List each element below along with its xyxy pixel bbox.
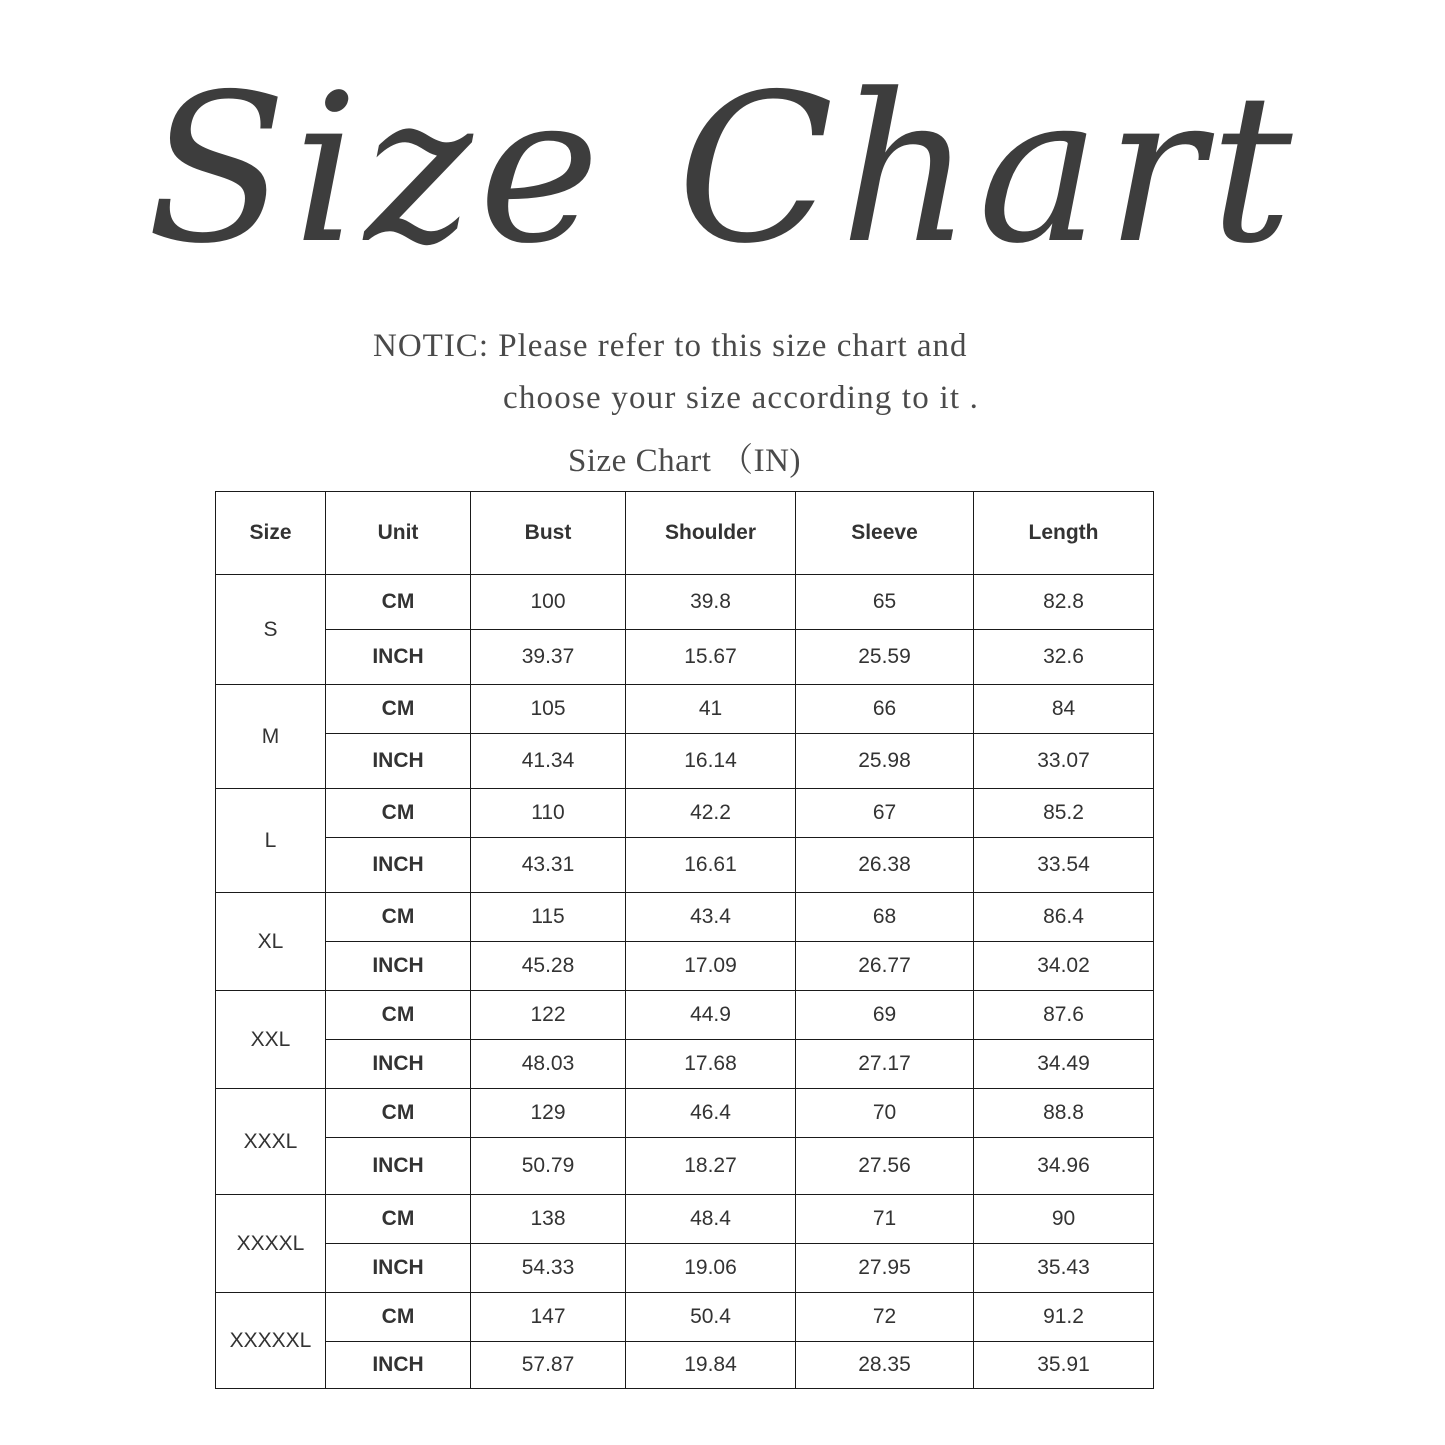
- notice-line-1: NOTIC: Please refer to this size chart and: [373, 328, 968, 364]
- sleeve-value: 70: [796, 1089, 974, 1138]
- bust-value: 48.03: [471, 1040, 626, 1089]
- unit-label: CM: [326, 1089, 471, 1138]
- bust-value: 39.37: [471, 630, 626, 685]
- bust-value: 50.79: [471, 1138, 626, 1195]
- sleeve-value: 26.77: [796, 942, 974, 991]
- unit-label: CM: [326, 893, 471, 942]
- page-title: Size Chart: [146, 51, 1299, 289]
- bust-value: 147: [471, 1293, 626, 1342]
- length-value: 91.2: [974, 1293, 1154, 1342]
- table-row: [216, 630, 1154, 685]
- length-value: 34.96: [974, 1138, 1154, 1195]
- sleeve-value: 67: [796, 789, 974, 838]
- table-row: [216, 789, 1154, 838]
- length-value: 34.02: [974, 942, 1154, 991]
- sleeve-value: 69: [796, 991, 974, 1040]
- size-label: L: [216, 789, 326, 893]
- bust-value: 43.31: [471, 838, 626, 893]
- shoulder-value: 17.09: [626, 942, 796, 991]
- unit-label: CM: [326, 1293, 471, 1342]
- bust-value: 45.28: [471, 942, 626, 991]
- unit-label: CM: [326, 991, 471, 1040]
- size-table: [215, 491, 1154, 1389]
- length-value: 34.49: [974, 1040, 1154, 1089]
- table-row: [216, 1293, 1154, 1342]
- length-value: 84: [974, 685, 1154, 734]
- unit-label: INCH: [326, 1040, 471, 1089]
- shoulder-value: 42.2: [626, 789, 796, 838]
- length-value: 86.4: [974, 893, 1154, 942]
- sleeve-value: 65: [796, 575, 974, 630]
- sleeve-value: 66: [796, 685, 974, 734]
- shoulder-value: 44.9: [626, 991, 796, 1040]
- unit-label: INCH: [326, 1342, 471, 1389]
- bust-value: 115: [471, 893, 626, 942]
- unit-label: INCH: [326, 1138, 471, 1195]
- length-value: 33.54: [974, 838, 1154, 893]
- size-label: XL: [216, 893, 326, 991]
- bust-value: 138: [471, 1195, 626, 1244]
- table-subtitle: Size Chart （IN): [568, 443, 801, 479]
- size-label: M: [216, 685, 326, 789]
- table-row: [216, 893, 1154, 942]
- header-bust: Bust: [471, 492, 626, 575]
- bust-value: 129: [471, 1089, 626, 1138]
- table-row: [216, 1244, 1154, 1293]
- table-row: [216, 991, 1154, 1040]
- bust-value: 100: [471, 575, 626, 630]
- header-sleeve: Sleeve: [796, 492, 974, 575]
- header-length: Length: [974, 492, 1154, 575]
- sleeve-value: 28.35: [796, 1342, 974, 1389]
- shoulder-value: 48.4: [626, 1195, 796, 1244]
- shoulder-value: 15.67: [626, 630, 796, 685]
- shoulder-value: 39.8: [626, 575, 796, 630]
- sleeve-value: 68: [796, 893, 974, 942]
- bust-value: 110: [471, 789, 626, 838]
- length-value: 85.2: [974, 789, 1154, 838]
- shoulder-value: 43.4: [626, 893, 796, 942]
- bust-value: 122: [471, 991, 626, 1040]
- sleeve-value: 27.95: [796, 1244, 974, 1293]
- bust-value: 57.87: [471, 1342, 626, 1389]
- unit-label: INCH: [326, 1244, 471, 1293]
- bust-value: 54.33: [471, 1244, 626, 1293]
- table-row: [216, 1040, 1154, 1089]
- length-value: 88.8: [974, 1089, 1154, 1138]
- size-label: XXXXL: [216, 1195, 326, 1293]
- table-body: [216, 575, 1154, 1389]
- bust-value: 105: [471, 685, 626, 734]
- shoulder-value: 19.84: [626, 1342, 796, 1389]
- unit-label: CM: [326, 685, 471, 734]
- header-shoulder: Shoulder: [626, 492, 796, 575]
- sleeve-value: 27.56: [796, 1138, 974, 1195]
- sleeve-value: 71: [796, 1195, 974, 1244]
- length-value: 82.8: [974, 575, 1154, 630]
- shoulder-value: 17.68: [626, 1040, 796, 1089]
- shoulder-value: 18.27: [626, 1138, 796, 1195]
- unit-label: INCH: [326, 838, 471, 893]
- unit-label: CM: [326, 1195, 471, 1244]
- table-row: [216, 1342, 1154, 1389]
- length-value: 90: [974, 1195, 1154, 1244]
- length-value: 32.6: [974, 630, 1154, 685]
- shoulder-value: 16.14: [626, 734, 796, 789]
- unit-label: INCH: [326, 630, 471, 685]
- sleeve-value: 25.59: [796, 630, 974, 685]
- length-value: 35.43: [974, 1244, 1154, 1293]
- unit-label: INCH: [326, 942, 471, 991]
- shoulder-value: 50.4: [626, 1293, 796, 1342]
- table-row: [216, 942, 1154, 991]
- shoulder-value: 16.61: [626, 838, 796, 893]
- unit-label: INCH: [326, 734, 471, 789]
- table-row: [216, 838, 1154, 893]
- sleeve-value: 25.98: [796, 734, 974, 789]
- length-value: 35.91: [974, 1342, 1154, 1389]
- bust-value: 41.34: [471, 734, 626, 789]
- size-label: XXXXXL: [216, 1293, 326, 1389]
- unit-label: CM: [326, 789, 471, 838]
- length-value: 87.6: [974, 991, 1154, 1040]
- table-row: [216, 1195, 1154, 1244]
- size-label: XXL: [216, 991, 326, 1089]
- header-unit: Unit: [326, 492, 471, 575]
- shoulder-value: 19.06: [626, 1244, 796, 1293]
- unit-label: CM: [326, 575, 471, 630]
- sleeve-value: 26.38: [796, 838, 974, 893]
- length-value: 33.07: [974, 734, 1154, 789]
- notice-line-2: choose your size according to it .: [503, 380, 980, 416]
- size-label: XXXL: [216, 1089, 326, 1195]
- shoulder-value: 46.4: [626, 1089, 796, 1138]
- table-row: [216, 1089, 1154, 1138]
- table-row: [216, 734, 1154, 789]
- size-label: S: [216, 575, 326, 685]
- sleeve-value: 27.17: [796, 1040, 974, 1089]
- header-row: [216, 492, 1154, 575]
- shoulder-value: 41: [626, 685, 796, 734]
- table-row: [216, 1138, 1154, 1195]
- header-size: Size: [216, 492, 326, 575]
- table-row: [216, 685, 1154, 734]
- table-row: [216, 575, 1154, 630]
- sleeve-value: 72: [796, 1293, 974, 1342]
